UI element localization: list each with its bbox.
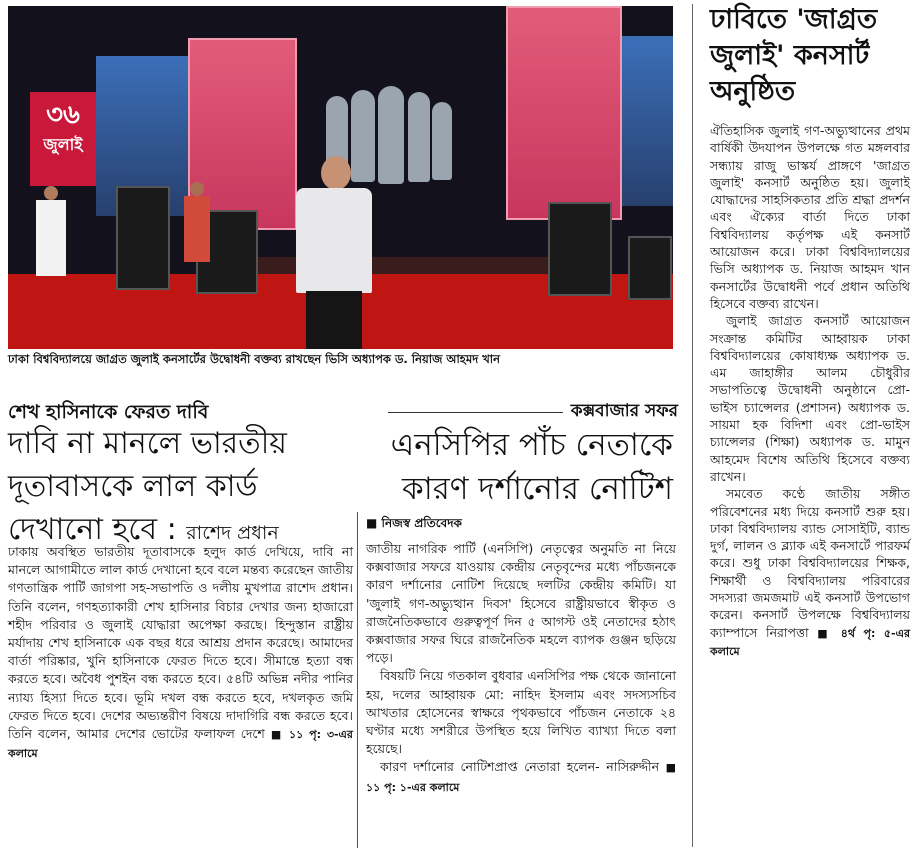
column-divider <box>357 512 358 848</box>
middle-reporter: ■ নিজস্ব প্রতিবেদক <box>366 516 462 530</box>
left-kicker: শেখ হাসিনাকে ফেরত দাবি <box>8 401 209 423</box>
right-column <box>698 0 918 855</box>
left-jump-link[interactable]: ■ ১১ পৃ: ৩-এর কলামে <box>8 728 353 761</box>
left-headline-text: দাবি না মানলে ভারতীয় দূতাবাসকে লাল কার্ড দেখানো হবে : <box>8 426 287 547</box>
left-headline <box>8 422 348 555</box>
middle-jump-link[interactable]: ■ ১১ পৃ: ১-এর কলামে <box>366 761 676 794</box>
middle-headline: এনসিপির পাঁচ নেতাকে কারণ দর্শানোর নোটিশ <box>390 427 673 507</box>
right-paragraph: ঐতিহাসিক জুলাই গণ-অভ্যুত্থানের প্রথম বার্ষিকী উদযাপন উপলক্ষে গত মঙ্গলবার সন্ধ্যায় রাজু ভাস্কর্য প্রাঙ্গণে 'জাগ্রত জুলাই' কনসার্ট অনুষ্ঠিত হয়। জুলাই যোদ্ধাদের সাহসিকতার প্রতি শ্রদ্ধা প্রদর্শন এবং ঐক্যের বার্তা দিতে ঢাকা বিশ্ববিদ্যালয় কর্তৃপক্ষ এই কনসার্ট আয়োজন করে। ঢাকা বিশ্ববিদ্যালয়ের ভিসি অধ্যাপক ড. নিয়াজ আহমদ খান কনসার্টের উদ্বোধনী পর্বে প্রধান অতিথি হিসেবে বক্তব্য রাখেন। <box>710 123 910 311</box>
right-body <box>710 122 910 660</box>
july-36-badge: ৩৬ জুলাই <box>30 92 96 186</box>
speaker-figure <box>288 156 378 349</box>
right-jump-link[interactable]: ■ ৪র্থ পৃ: ৫-এর কলামে <box>710 626 910 658</box>
middle-paragraph-text: কারণ দর্শানোর নোটিশপ্রাপ্ত নেতারা হলেন- নাসিরুদ্দীন <box>380 759 660 775</box>
right-paragraph <box>710 485 910 660</box>
right-paragraph: জুলাই জাগ্রত কনসার্ট আয়োজন সংক্রান্ত কমিটির আহ্বায়ক ঢাকা বিশ্ববিদ্যালয়ের কোষাধ্যক্ষ অধ্যাপক ড. এম জাহাঙ্গীর আলম চৌধুরীর সভাপতিত্বে উদ্বোধনী অনুষ্ঠানে প্রো-ভাইস চ্যান্সেলর (প্রশাসন) অধ্যাপক ড. সায়মা হক বিদিশা এবং প্রো-ভাইস চ্যান্সেলর (শিক্ষা) অধ্যাপক ড. মামুন আহমেদ বিশেষ অতিথি হিসেবে বক্তব্য রাখেন। <box>710 313 910 484</box>
left-byline: রাশেদ প্রধান <box>186 522 279 544</box>
middle-paragraph: বিষয়টি নিয়ে গতকাল বুধবার এনসিপির পক্ষ থেকে জানানো হয়, দলের আহ্বায়ক মো: নাহিদ ইসলাম এবং সদস্যসচিব আখতার হোসেনের স্বাক্ষরে পৃথকভাবে পাঁচজন নেতাকে ২৪ ঘণ্টার মধ্যে সশরীরে উপস্থিত হয়ে লিখিত ব্যাখ্যা দিতে বলা হয়েছে। <box>366 668 676 757</box>
middle-body <box>366 540 676 797</box>
right-paragraph-text: সমবেত কণ্ঠে জাতীয় সঙ্গীত পরিবেশনের মধ্য দিয়ে কনসার্ট শুরু হয়। ঢাকা বিশ্ববিদ্যালয় ব্যান্ড সোসাইটি, ব্যান্ড দুর্গ, লালন ও ব্ল্যাক এই কনসার্টে পারফর্ম করে। শুধু ঢাকা বিশ্ববিদ্যালয়ের শিক্ষক, শিক্ষার্থী ও বিশ্ববিদ্যালয় পরিবারের সদস্যরা জমজমাট এই কনসার্ট উপভোগ করেন। কনসার্ট উপলক্ষে বিশ্ববিদ্যালয় ক্যাম্পাসে নিরাপত্তা <box>710 486 910 640</box>
left-body <box>8 543 353 763</box>
middle-kicker-text: কক্সবাজার সফর <box>570 401 678 421</box>
photo-caption: ঢাকা বিশ্ববিদ্যালয়ে জাগ্রত জুলাই কনসার্টের উদ্বোধনী বক্তব্য রাখছেন ভিসি অধ্যাপক ড. নিয়াজ আহমদ খান <box>8 352 500 366</box>
right-headline: ঢাবিতে 'জাগ্রত জুলাই' কনসার্ট অনুষ্ঠিত <box>710 4 878 107</box>
left-body-text: ঢাকায় অবস্থিত ভারতীয় দূতাবাসকে হলুদ কার্ড দেখিয়ে, দাবি না মানলে আগামীতে লাল কার্ড দেখানো হবে বলে মন্তব্য করেছেন জাতীয় গণতান্ত্রিক পার্টি জাগপা সহ-সভাপতি ও দলীয় মুখপাত্র রাশেদ প্রধান। তিনি বলেন, গণহত্যাকারী শেখ হাসিনার বিচার দেখার জন্য হাজারো শহীদ পরিবার ও জুলাই যোদ্ধারা অপেক্ষা করছে। হিন্দুস্তান রাষ্ট্রীয় মর্যাদায় শেখ হাসিনাকে এক বছর ধরে আশ্রয় প্রদান করেছে। আমাদের বার্তা পরিষ্কার, খুনি হাসিনাকে ফেরত দিতে হবে। সীমান্তে হত্যা বন্ধ করতে হবে। অবৈধ পুশইন বন্ধ করতে হবে। ৫৪টি অভিন্ন নদীর পানির ন্যায্য হিস্যা দিতে হবে। ভূমি দখল বন্ধ করতে হবে, দখলকৃত জমি ফেরত দিতে হবে। দেশের অভ্যন্তরীণ বিষয়ে দাদাগিরি বন্ধ করতে হবে। তিনি বলেন, আমার দেশের ভোটের ফলাফল দেশে <box>8 544 353 742</box>
middle-kicker <box>388 398 678 426</box>
concert-photo <box>8 6 673 349</box>
middle-paragraph <box>366 758 676 796</box>
middle-paragraph: জাতীয় নাগরিক পার্টি (এনসিপি) নেতৃত্বের অনুমতি না নিয়ে কক্সবাজার সফরে যাওয়ায় কেন্দ্রীয় নেতৃবৃন্দের মধ্যে পাঁচজনকে কারণ দর্শানোর নোটিশ দিয়েছে দলটির কেন্দ্রীয় কমিটি। যা 'জুলাই গণ-অভ্যুত্থান দিবস' হিসেবে রাষ্ট্রীয়ভাবে স্বীকৃত ও রাজনৈতিকভাবে গুরুত্বপূর্ণ দিন ৫ আগস্ট ওই নেতাদের হঠাৎ কক্সবাজার সফর ঘিরে রাজনৈতিক মহলে ব্যাপক গুঞ্জন ছড়িয়ে পড়ে। <box>366 541 676 666</box>
